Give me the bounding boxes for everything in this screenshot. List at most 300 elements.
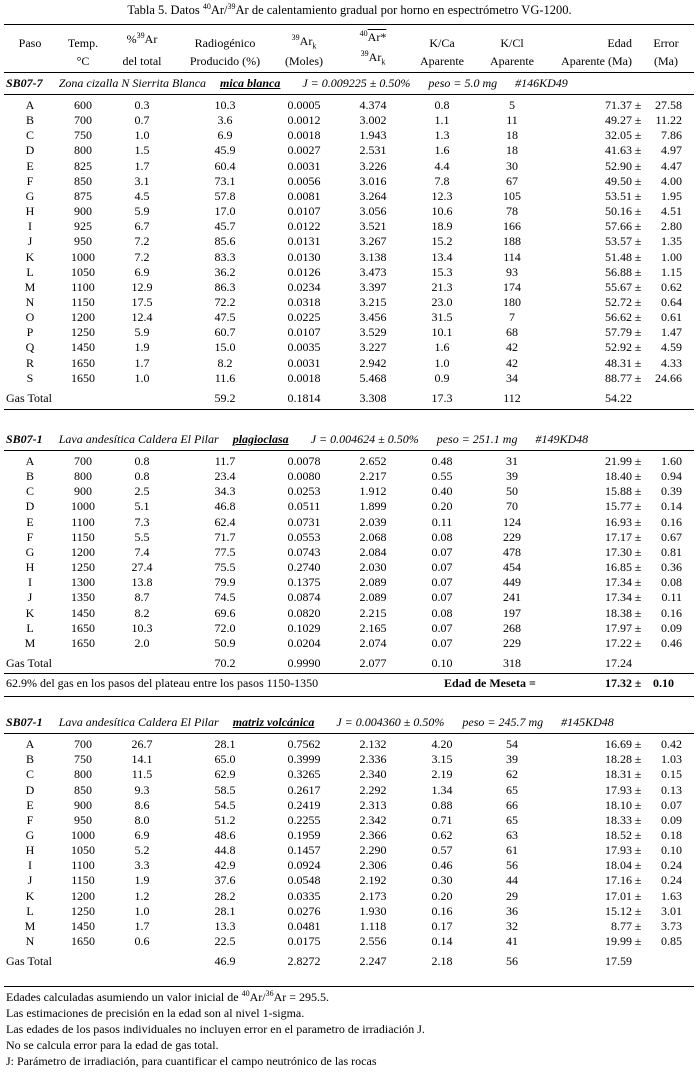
cell-radiogenico: 69.6 — [214, 605, 236, 620]
cell-pm: ± — [634, 188, 642, 203]
gas-total-ar39k: 2.8272 — [287, 954, 321, 969]
cell-paso: S — [26, 370, 34, 385]
cell-error: 0.15 — [661, 767, 682, 782]
cell-pm: ± — [634, 219, 642, 234]
cell-ratio: 2.290 — [359, 843, 387, 857]
cell-pm: ± — [634, 484, 642, 499]
cell-kca: 0.62 — [431, 827, 453, 842]
cell-kcl: 39 — [506, 752, 518, 767]
cell-ar39k: 0.0107 — [287, 325, 321, 340]
cell-ar39k: 0.0874 — [287, 590, 321, 605]
cell-kca: 13.4 — [431, 249, 453, 264]
cell-ar39-pct: 6.9 — [134, 264, 150, 279]
cell-ratio: 2.531 — [359, 143, 387, 158]
mineral: mica blanca — [220, 76, 281, 90]
cell-paso: D — [25, 499, 35, 514]
cell-ar39-pct: 26.7 — [131, 737, 153, 751]
cell-paso: H — [25, 560, 35, 574]
gas-total-kcl: 56 — [506, 954, 518, 969]
cell-ar39-pct: 5.5 — [134, 529, 150, 544]
cell-temp: 800 — [74, 469, 92, 484]
cell-ratio: 3.226 — [359, 158, 387, 173]
cell-temp: 1000 — [71, 827, 95, 842]
cell-edad: 17.30 — [605, 544, 632, 559]
section-rule-1 — [4, 450, 694, 451]
cell-kcl: 229 — [503, 529, 521, 544]
cell-temp: 1650 — [71, 934, 95, 948]
cell-kca: 21.3 — [431, 279, 453, 294]
sample-id: SB07-7 — [6, 76, 43, 90]
cell-temp: 950 — [74, 234, 92, 249]
cell-radiogenico: 48.6 — [214, 827, 236, 842]
gas-total-ratio: 3.308 — [359, 390, 387, 405]
cell-kca: 0.07 — [431, 544, 453, 559]
cell-kca: 0.8 — [434, 98, 450, 112]
cell-temp: 1350 — [71, 590, 95, 605]
cell-edad: 49.27 — [605, 113, 632, 128]
cell-ratio: 3.473 — [359, 264, 387, 279]
cell-paso: C — [25, 767, 34, 782]
cell-edad: 17.22 — [605, 635, 632, 650]
cell-error: 0.24 — [661, 858, 682, 873]
cell-pm: ± — [634, 469, 642, 484]
cell-temp: 800 — [74, 767, 92, 782]
cell-edad: 48.31 — [605, 355, 632, 370]
cell-pm: ± — [634, 888, 642, 903]
cell-kca: 15.2 — [431, 234, 453, 249]
cell-paso: L — [26, 264, 34, 279]
header-temp: Temp. — [67, 36, 99, 50]
cell-error: 0.18 — [661, 827, 682, 842]
gas-total-radiogenico: 59.2 — [214, 390, 236, 405]
lab-id: #146KD49 — [515, 76, 568, 90]
cell-ar39-pct: 1.7 — [134, 158, 150, 173]
cell-kca: 1.0 — [434, 355, 450, 370]
cell-edad: 71.37 — [605, 98, 632, 112]
cell-kca: 0.55 — [431, 469, 453, 484]
cell-pm: ± — [634, 279, 642, 294]
cell-error: 27.58 — [655, 98, 682, 112]
cell-kcl: 42 — [506, 340, 518, 355]
cell-ar39-pct: 10.3 — [131, 620, 153, 635]
cell-paso: E — [26, 797, 34, 812]
plateau-text: 62.9% del gas en los pasos del plateau entre los pasos 1150-1350 — [6, 676, 319, 690]
cell-kca: 15.3 — [431, 264, 453, 279]
cell-ar39k: 0.0012 — [287, 113, 321, 128]
cell-radiogenico: 11.7 — [214, 454, 236, 468]
cell-kca: 0.08 — [431, 529, 453, 544]
gas-total-kcl: 318 — [503, 656, 521, 670]
cell-kca: 10.1 — [431, 325, 453, 340]
cell-ratio: 2.030 — [359, 560, 387, 574]
cell-ar39-pct: 9.3 — [134, 782, 150, 797]
footnote-irradiation-error: Las edades de los pasos individuales no incluyen error en el parametro de irradiación J. — [6, 1022, 425, 1036]
cell-ratio: 1.943 — [359, 128, 387, 143]
header-kcl: K/Cl — [500, 36, 524, 50]
footnote-rule — [4, 986, 694, 987]
header-error-2: (Ma) — [654, 54, 678, 68]
cell-temp: 1200 — [71, 310, 95, 325]
cell-temp: 1300 — [71, 575, 95, 590]
cell-ratio: 3.521 — [359, 219, 387, 234]
cell-error: 0.64 — [661, 295, 682, 309]
cell-paso: F — [26, 529, 34, 544]
footnote-initial-ratio: Edades calculadas asumiendo un valor inicial de $^{40}$Ar/$^{36}$Ar = 295.5. — [6, 989, 330, 1004]
cell-edad: 16.69 — [605, 737, 632, 751]
cell-edad: 17.93 — [605, 782, 632, 797]
cell-kcl: 124 — [503, 514, 521, 529]
cell-paso: O — [25, 310, 35, 325]
cell-ar39k: 0.0027 — [287, 143, 321, 158]
cell-pm: ± — [634, 234, 642, 249]
cell-radiogenico: 28.2 — [214, 888, 236, 903]
cell-temp: 1200 — [71, 544, 95, 559]
cell-paso: H — [25, 843, 35, 857]
cell-radiogenico: 58.5 — [214, 782, 236, 797]
cell-paso: L — [26, 620, 34, 635]
cell-ratio: 2.292 — [359, 782, 387, 797]
cell-paso: P — [26, 325, 34, 340]
cell-ar39-pct: 1.7 — [134, 355, 150, 370]
cell-kcl: 30 — [506, 158, 518, 173]
gas-total-label: Gas Total — [6, 656, 52, 670]
cell-error: 3.73 — [661, 918, 682, 933]
cell-edad: 52.92 — [605, 340, 632, 355]
cell-temp: 1650 — [71, 620, 95, 635]
cell-radiogenico: 44.8 — [214, 843, 236, 857]
cell-ar39-pct: 1.9 — [134, 873, 150, 888]
cell-ratio: 2.215 — [359, 605, 387, 620]
cell-pm: ± — [634, 782, 642, 797]
cell-edad: 88.77 — [605, 370, 632, 385]
cell-temp: 1100 — [71, 858, 95, 873]
cell-temp: 900 — [74, 797, 92, 812]
cell-temp: 1000 — [71, 499, 95, 514]
cell-ar39k: 0.0078 — [287, 454, 321, 468]
cell-ar39-pct: 2.0 — [134, 635, 150, 650]
gas-total-label: Gas Total — [6, 954, 52, 969]
cell-error: 0.39 — [661, 484, 682, 499]
cell-ar39k: 0.0035 — [287, 340, 321, 355]
cell-error: 4.33 — [661, 355, 682, 370]
cell-kca: 1.6 — [434, 143, 450, 158]
cell-pm: ± — [634, 295, 642, 309]
cell-ar39k: 0.0511 — [287, 499, 321, 514]
cell-ratio: 2.336 — [359, 752, 387, 767]
cell-radiogenico: 77.5 — [214, 544, 236, 559]
gas-total-rule-0 — [4, 409, 694, 410]
plateau-age-pm: ± — [634, 676, 642, 690]
cell-temp: 1050 — [71, 264, 95, 279]
cell-ar39k: 0.1959 — [287, 827, 321, 842]
cell-ar39-pct: 0.8 — [134, 454, 150, 468]
cell-kcl: 18 — [506, 143, 518, 158]
j-value: J = 0.009225 ± 0.50% — [302, 76, 411, 90]
plateau-age-error: 0.10 — [653, 676, 674, 690]
gas-total-ar39k: 0.1814 — [287, 390, 321, 405]
cell-ar39-pct: 1.2 — [134, 888, 150, 903]
cell-kca: 0.57 — [431, 843, 453, 857]
gas-total-rule-1 — [4, 673, 694, 674]
cell-error: 7.86 — [661, 128, 682, 143]
cell-ratio: 3.456 — [359, 310, 387, 325]
cell-kca: 0.17 — [431, 918, 453, 933]
cell-paso: J — [27, 873, 33, 888]
cell-error: 0.24 — [661, 873, 682, 888]
cell-error: 1.00 — [661, 249, 682, 264]
j-value: J = 0.004360 ± 0.50% — [336, 715, 445, 729]
cell-edad: 52.90 — [605, 158, 632, 173]
header-edad: Edad — [607, 36, 632, 50]
cell-kcl: 229 — [503, 635, 521, 650]
cell-ar39k: 0.3265 — [287, 767, 321, 782]
cell-kca: 4.4 — [434, 158, 450, 173]
gas-total-edad: 54.22 — [605, 390, 632, 405]
cell-ar39k: 0.0924 — [287, 858, 321, 873]
header-ar39k: $^{39}Ar_k$ — [291, 33, 317, 51]
cell-edad: 21.99 — [605, 454, 632, 468]
cell-temp: 1250 — [71, 560, 95, 574]
cell-temp: 1050 — [71, 843, 95, 857]
gas-total-ar39k: 0.9990 — [287, 656, 321, 670]
cell-ar39-pct: 5.9 — [134, 204, 150, 219]
cell-error: 1.15 — [661, 264, 682, 279]
cell-edad: 53.57 — [605, 234, 632, 249]
header-paso: Paso — [18, 36, 42, 50]
cell-radiogenico: 13.3 — [214, 918, 236, 933]
cell-pm: ± — [634, 575, 642, 590]
cell-paso: B — [25, 752, 34, 767]
cell-ratio: 2.165 — [359, 620, 387, 635]
cell-paso: F — [26, 812, 34, 827]
cell-paso: I — [28, 219, 32, 234]
cell-ar39-pct: 27.4 — [131, 560, 153, 574]
cell-kcl: 31 — [506, 454, 518, 468]
cell-pm: ± — [634, 340, 642, 355]
cell-edad: 17.34 — [605, 575, 632, 590]
gas-total-kca: 2.18 — [431, 954, 453, 969]
sample-description: Lava andesítica Caldera El Pilar — [58, 715, 219, 729]
cell-kca: 23.0 — [431, 295, 453, 309]
header-ar39k-2: (Moles) — [285, 54, 323, 68]
cell-kcl: 105 — [503, 188, 521, 203]
cell-error: 0.46 — [661, 635, 682, 650]
cell-paso: B — [25, 113, 34, 128]
cell-edad: 18.38 — [605, 605, 632, 620]
gas-total-label: Gas Total — [6, 390, 52, 405]
cell-paso: I — [28, 858, 32, 873]
cell-temp: 600 — [74, 98, 92, 112]
cell-kca: 0.07 — [431, 575, 453, 590]
cell-ratio: 5.468 — [359, 370, 387, 385]
cell-temp: 850 — [74, 173, 92, 188]
header-kca-2: Aparente — [420, 54, 464, 68]
cell-edad: 56.88 — [605, 264, 632, 279]
cell-ratio: 2.084 — [359, 544, 387, 559]
cell-ar39-pct: 1.0 — [134, 903, 150, 918]
cell-kcl: 449 — [503, 575, 521, 590]
cell-kcl: 29 — [506, 888, 518, 903]
cell-ratio: 3.264 — [359, 188, 387, 203]
cell-ratio: 2.942 — [359, 355, 387, 370]
cell-edad: 18.52 — [605, 827, 632, 842]
cell-kca: 0.30 — [431, 873, 453, 888]
cell-ar39k: 0.0743 — [287, 544, 321, 559]
cell-ar39-pct: 11.5 — [131, 767, 153, 782]
cell-pm: ± — [634, 737, 642, 751]
cell-ratio: 2.366 — [359, 827, 387, 842]
cell-temp: 1650 — [71, 370, 95, 385]
cell-temp: 700 — [74, 454, 92, 468]
cell-ar39k: 0.0481 — [287, 918, 321, 933]
cell-edad: 18.10 — [605, 797, 632, 812]
cell-kca: 1.6 — [434, 340, 450, 355]
cell-pm: ± — [634, 355, 642, 370]
cell-edad: 17.93 — [605, 843, 632, 857]
cell-kcl: 65 — [506, 812, 518, 827]
cell-paso: N — [25, 295, 35, 309]
cell-kca: 0.07 — [431, 635, 453, 650]
peso: peso = 245.7 mg — [462, 715, 544, 729]
cell-kcl: 197 — [503, 605, 521, 620]
cell-ar39k: 0.0126 — [287, 264, 321, 279]
cell-ar39k: 0.0225 — [287, 310, 321, 325]
cell-error: 24.66 — [655, 370, 682, 385]
cell-ar39k: 0.0204 — [287, 635, 321, 650]
cell-temp: 900 — [74, 204, 92, 219]
cell-edad: 52.72 — [605, 295, 632, 309]
cell-error: 1.60 — [661, 454, 682, 468]
cell-kcl: 67 — [506, 173, 518, 188]
cell-ar39-pct: 1.0 — [134, 128, 150, 143]
cell-error: 11.22 — [655, 113, 682, 128]
cell-edad: 57.66 — [605, 219, 632, 234]
cell-paso: I — [28, 575, 32, 590]
cell-kca: 0.07 — [431, 590, 453, 605]
sample-description: Zona cizalla N Sierrita Blanca — [58, 76, 207, 90]
cell-edad: 15.77 — [605, 499, 632, 514]
cell-paso: A — [25, 737, 35, 751]
cell-ratio: 4.374 — [359, 98, 387, 112]
cell-radiogenico: 23.4 — [214, 469, 236, 484]
cell-temp: 1250 — [71, 325, 95, 340]
cell-ar39-pct: 2.5 — [134, 484, 150, 499]
cell-edad: 18.40 — [605, 469, 632, 484]
cell-ar39k: 0.2419 — [287, 797, 321, 812]
cell-kcl: 61 — [506, 843, 518, 857]
cell-radiogenico: 83.3 — [214, 249, 236, 264]
gas-total-ratio: 2.077 — [359, 656, 387, 670]
cell-ar39k: 0.0234 — [287, 279, 321, 294]
cell-pm: ± — [634, 310, 642, 325]
plateau-age-value: 17.32 — [605, 676, 632, 690]
cell-temp: 1450 — [71, 605, 95, 620]
cell-kcl: 268 — [503, 620, 521, 635]
cell-error: 0.10 — [661, 843, 682, 857]
cell-paso: J — [27, 590, 33, 605]
sample-id: SB07-1 — [6, 715, 43, 729]
cell-ar39-pct: 0.8 — [134, 469, 150, 484]
cell-ar39-pct: 3.3 — [134, 858, 150, 873]
cell-ar39k: 0.0175 — [287, 934, 321, 948]
cell-temp: 1450 — [71, 918, 95, 933]
cell-radiogenico: 62.4 — [214, 514, 236, 529]
cell-pm: ± — [634, 113, 642, 128]
mineral: plagioclasa — [232, 432, 289, 446]
cell-pm: ± — [634, 918, 642, 933]
cell-ar39-pct: 6.9 — [134, 827, 150, 842]
cell-error: 4.47 — [661, 158, 682, 173]
cell-error: 0.09 — [661, 620, 682, 635]
cell-pm: ± — [634, 827, 642, 842]
cell-kca: 1.34 — [431, 782, 453, 797]
cell-error: 0.08 — [661, 575, 682, 590]
cell-kcl: 39 — [506, 469, 518, 484]
cell-edad: 17.17 — [605, 529, 632, 544]
cell-pm: ± — [634, 873, 642, 888]
cell-ar39-pct: 4.5 — [134, 188, 150, 203]
footnote-j-parameter: J: Parámetro de irradiación, para cuantificar el campo neutrónico de las rocas — [6, 1054, 377, 1068]
cell-error: 0.16 — [661, 605, 682, 620]
cell-ar39-pct: 7.3 — [134, 514, 150, 529]
header-edad-2: Aparente (Ma) — [561, 54, 632, 68]
cell-paso: E — [26, 158, 34, 173]
cell-kca: 0.07 — [431, 620, 453, 635]
gas-total-kca: 17.3 — [431, 390, 453, 405]
cell-kcl: 41 — [506, 934, 518, 948]
cell-pm: ± — [634, 605, 642, 620]
cell-paso: C — [25, 484, 34, 499]
cell-kcl: 66 — [506, 797, 518, 812]
cell-radiogenico: 60.4 — [214, 158, 236, 173]
cell-ar39k: 0.0130 — [287, 249, 321, 264]
cell-ratio: 2.652 — [359, 454, 387, 468]
cell-edad: 55.67 — [605, 279, 632, 294]
cell-kca: 1.1 — [434, 113, 450, 128]
cell-temp: 700 — [74, 737, 92, 751]
cell-radiogenico: 79.9 — [214, 575, 236, 590]
cell-ar39-pct: 7.4 — [134, 544, 150, 559]
cell-pm: ± — [634, 797, 642, 812]
cell-kcl: 166 — [503, 219, 521, 234]
cell-ar39-pct: 1.9 — [134, 340, 150, 355]
cell-radiogenico: 28.1 — [214, 737, 236, 751]
cell-kcl: 36 — [506, 903, 518, 918]
cell-ar39-pct: 5.9 — [134, 325, 150, 340]
cell-pm: ± — [634, 98, 642, 112]
cell-temp: 1000 — [71, 249, 95, 264]
cell-ar39-pct: 1.7 — [134, 918, 150, 933]
cell-radiogenico: 15.0 — [214, 340, 236, 355]
cell-radiogenico: 75.5 — [214, 560, 236, 574]
cell-error: 0.42 — [661, 737, 682, 751]
cell-ar39-pct: 17.5 — [131, 295, 153, 309]
cell-ar39k: 0.0018 — [287, 370, 321, 385]
cell-ar39-pct: 5.1 — [134, 499, 150, 514]
cell-ar39k: 0.2617 — [287, 782, 321, 797]
cell-temp: 1150 — [71, 529, 95, 544]
cell-ar39-pct: 12.4 — [131, 310, 153, 325]
cell-error: 0.61 — [661, 310, 682, 325]
section-header-0 — [6, 76, 568, 91]
cell-kca: 12.3 — [431, 188, 453, 203]
cell-temp: 750 — [74, 752, 92, 767]
top-rule — [4, 24, 694, 25]
cell-temp: 1200 — [71, 888, 95, 903]
cell-ar39-pct: 5.2 — [134, 843, 150, 857]
cell-paso: K — [25, 249, 35, 264]
cell-kcl: 93 — [506, 264, 518, 279]
